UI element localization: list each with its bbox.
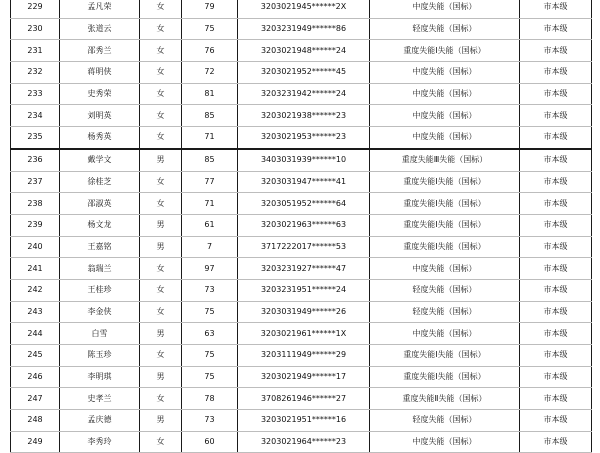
gender-cell: 男 xyxy=(140,149,182,171)
gender-cell: 女 xyxy=(140,127,182,149)
name-cell: 翁瑞兰 xyxy=(60,258,140,280)
disability-level-cell: 轻度失能（国标） xyxy=(370,301,520,323)
row-number-cell: 237 xyxy=(11,171,60,193)
gender-cell: 女 xyxy=(140,40,182,62)
name-cell: 李秀玲 xyxy=(60,431,140,453)
disability-level-cell: 重度失能Ⅲ失能（国标） xyxy=(370,149,520,171)
name-cell: 史秀荣 xyxy=(60,83,140,105)
gender-cell: 女 xyxy=(140,388,182,410)
admin-level-cell: 市本级 xyxy=(520,149,592,171)
row-number-cell: 231 xyxy=(11,40,60,62)
name-cell: 戴学文 xyxy=(60,149,140,171)
disability-level-cell: 重度失能Ⅰ失能（国标） xyxy=(370,193,520,215)
disability-level-cell: 中度失能（国标） xyxy=(370,62,520,84)
row-number-cell: 242 xyxy=(11,279,60,301)
age-cell: 75 xyxy=(182,301,238,323)
gender-cell: 女 xyxy=(140,62,182,84)
id-number-cell: 3203031949******26 xyxy=(238,301,370,323)
table-row xyxy=(11,279,592,301)
roster-table xyxy=(10,0,592,453)
gender-cell: 男 xyxy=(140,323,182,345)
table-row xyxy=(11,431,592,453)
id-number-cell: 3203231942******24 xyxy=(238,83,370,105)
admin-level-cell: 市本级 xyxy=(520,127,592,149)
name-cell: 邵淑英 xyxy=(60,193,140,215)
gender-cell: 女 xyxy=(140,258,182,280)
gender-cell: 男 xyxy=(140,214,182,236)
disability-level-cell: 中度失能（国标） xyxy=(370,0,520,18)
age-cell: 71 xyxy=(182,193,238,215)
row-number-cell: 243 xyxy=(11,301,60,323)
disability-level-cell: 中度失能（国标） xyxy=(370,431,520,453)
admin-level-cell: 市本级 xyxy=(520,410,592,432)
id-number-cell: 3203021963******63 xyxy=(238,214,370,236)
disability-level-cell: 重度失能Ⅰ失能（国标） xyxy=(370,40,520,62)
gender-cell: 女 xyxy=(140,0,182,18)
table-row xyxy=(11,366,592,388)
id-number-cell: 3203021953******23 xyxy=(238,127,370,149)
row-number-cell: 249 xyxy=(11,431,60,453)
age-cell: 85 xyxy=(182,105,238,127)
id-number-cell: 3203111949******29 xyxy=(238,345,370,367)
row-number-cell: 246 xyxy=(11,366,60,388)
admin-level-cell: 市本级 xyxy=(520,366,592,388)
admin-level-cell: 市本级 xyxy=(520,431,592,453)
table-row xyxy=(11,105,592,127)
admin-level-cell: 市本级 xyxy=(520,214,592,236)
id-number-cell: 3203021945******2X xyxy=(238,0,370,18)
age-cell: 75 xyxy=(182,18,238,40)
admin-level-cell: 市本级 xyxy=(520,236,592,258)
table-row xyxy=(11,0,592,18)
name-cell: 刘明英 xyxy=(60,105,140,127)
gender-cell: 男 xyxy=(140,236,182,258)
row-number-cell: 229 xyxy=(11,0,60,18)
name-cell: 陈玉珍 xyxy=(60,345,140,367)
disability-level-cell: 轻度失能（国标） xyxy=(370,410,520,432)
name-cell: 蒋明侠 xyxy=(60,62,140,84)
row-number-cell: 248 xyxy=(11,410,60,432)
table-row xyxy=(11,323,592,345)
age-cell: 72 xyxy=(182,62,238,84)
row-number-cell: 234 xyxy=(11,105,60,127)
age-cell: 78 xyxy=(182,388,238,410)
admin-level-cell: 市本级 xyxy=(520,258,592,280)
admin-level-cell: 市本级 xyxy=(520,323,592,345)
table-row xyxy=(11,388,592,410)
row-number-cell: 232 xyxy=(11,62,60,84)
table-row xyxy=(11,62,592,84)
gender-cell: 女 xyxy=(140,171,182,193)
name-cell: 王桂珍 xyxy=(60,279,140,301)
disability-level-cell: 重度失能Ⅰ失能（国标） xyxy=(370,345,520,367)
disability-level-cell: 重度失能Ⅰ失能（国标） xyxy=(370,366,520,388)
disability-level-cell: 重度失能Ⅰ失能（国标） xyxy=(370,171,520,193)
table-row xyxy=(11,127,592,149)
name-cell: 李明琪 xyxy=(60,366,140,388)
name-cell: 杨文龙 xyxy=(60,214,140,236)
admin-level-cell: 市本级 xyxy=(520,388,592,410)
table-row xyxy=(11,410,592,432)
name-cell: 徐桂芝 xyxy=(60,171,140,193)
age-cell: 76 xyxy=(182,40,238,62)
age-cell: 63 xyxy=(182,323,238,345)
roster-body xyxy=(11,0,592,453)
age-cell: 81 xyxy=(182,83,238,105)
id-number-cell: 3203021951******16 xyxy=(238,410,370,432)
table-row xyxy=(11,18,592,40)
row-number-cell: 233 xyxy=(11,83,60,105)
admin-level-cell: 市本级 xyxy=(520,18,592,40)
age-cell: 97 xyxy=(182,258,238,280)
row-number-cell: 244 xyxy=(11,323,60,345)
table-row xyxy=(11,236,592,258)
disability-level-cell: 轻度失能（国标） xyxy=(370,18,520,40)
id-number-cell: 3203021938******23 xyxy=(238,105,370,127)
id-number-cell: 3203231951******24 xyxy=(238,279,370,301)
age-cell: 75 xyxy=(182,366,238,388)
gender-cell: 男 xyxy=(140,410,182,432)
id-number-cell: 3203021961******1X xyxy=(238,323,370,345)
name-cell: 孟凡荣 xyxy=(60,0,140,18)
disability-level-cell: 中度失能（国标） xyxy=(370,105,520,127)
disability-level-cell: 重度失能Ⅰ失能（国标） xyxy=(370,214,520,236)
name-cell: 张道云 xyxy=(60,18,140,40)
disability-level-cell: 中度失能（国标） xyxy=(370,323,520,345)
id-number-cell: 3403031939******10 xyxy=(238,149,370,171)
table-row xyxy=(11,171,592,193)
id-number-cell: 3708261946******27 xyxy=(238,388,370,410)
table-row xyxy=(11,301,592,323)
admin-level-cell: 市本级 xyxy=(520,40,592,62)
admin-level-cell: 市本级 xyxy=(520,0,592,18)
gender-cell: 女 xyxy=(140,105,182,127)
table-row xyxy=(11,40,592,62)
age-cell: 79 xyxy=(182,0,238,18)
name-cell: 邵秀兰 xyxy=(60,40,140,62)
age-cell: 60 xyxy=(182,431,238,453)
id-number-cell: 3203231949******86 xyxy=(238,18,370,40)
row-number-cell: 240 xyxy=(11,236,60,258)
admin-level-cell: 市本级 xyxy=(520,83,592,105)
name-cell: 史孝兰 xyxy=(60,388,140,410)
admin-level-cell: 市本级 xyxy=(520,105,592,127)
id-number-cell: 3203031947******41 xyxy=(238,171,370,193)
id-number-cell: 3203021964******23 xyxy=(238,431,370,453)
admin-level-cell: 市本级 xyxy=(520,345,592,367)
gender-cell: 女 xyxy=(140,345,182,367)
id-number-cell: 3203051952******64 xyxy=(238,193,370,215)
table-row xyxy=(11,83,592,105)
row-number-cell: 247 xyxy=(11,388,60,410)
admin-level-cell: 市本级 xyxy=(520,62,592,84)
table-row xyxy=(11,258,592,280)
age-cell: 75 xyxy=(182,345,238,367)
admin-level-cell: 市本级 xyxy=(520,301,592,323)
row-number-cell: 245 xyxy=(11,345,60,367)
row-number-cell: 241 xyxy=(11,258,60,280)
table-row xyxy=(11,149,592,171)
age-cell: 85 xyxy=(182,149,238,171)
gender-cell: 男 xyxy=(140,366,182,388)
disability-level-cell: 重度失能Ⅱ失能（国标） xyxy=(370,388,520,410)
id-number-cell: 3203231927******47 xyxy=(238,258,370,280)
name-cell: 白雪 xyxy=(60,323,140,345)
row-number-cell: 238 xyxy=(11,193,60,215)
id-number-cell: 3203021948******24 xyxy=(238,40,370,62)
id-number-cell: 3717222017******53 xyxy=(238,236,370,258)
row-number-cell: 235 xyxy=(11,127,60,149)
gender-cell: 女 xyxy=(140,279,182,301)
name-cell: 王嘉铭 xyxy=(60,236,140,258)
row-number-cell: 230 xyxy=(11,18,60,40)
admin-level-cell: 市本级 xyxy=(520,193,592,215)
disability-level-cell: 中度失能（国标） xyxy=(370,83,520,105)
age-cell: 77 xyxy=(182,171,238,193)
age-cell: 73 xyxy=(182,410,238,432)
name-cell: 李金侠 xyxy=(60,301,140,323)
admin-level-cell: 市本级 xyxy=(520,171,592,193)
table-row xyxy=(11,214,592,236)
admin-level-cell: 市本级 xyxy=(520,279,592,301)
disability-level-cell: 轻度失能（国标） xyxy=(370,279,520,301)
gender-cell: 女 xyxy=(140,431,182,453)
age-cell: 71 xyxy=(182,127,238,149)
id-number-cell: 3203021952******45 xyxy=(238,62,370,84)
gender-cell: 女 xyxy=(140,301,182,323)
disability-level-cell: 中度失能（国标） xyxy=(370,258,520,280)
disability-level-cell: 中度失能（国标） xyxy=(370,127,520,149)
disability-level-cell: 重度失能Ⅰ失能（国标） xyxy=(370,236,520,258)
table-row xyxy=(11,345,592,367)
row-number-cell: 239 xyxy=(11,214,60,236)
age-cell: 73 xyxy=(182,279,238,301)
name-cell: 杨秀英 xyxy=(60,127,140,149)
name-cell: 孟庆德 xyxy=(60,410,140,432)
table-row xyxy=(11,193,592,215)
gender-cell: 女 xyxy=(140,18,182,40)
gender-cell: 女 xyxy=(140,193,182,215)
id-number-cell: 3203021949******17 xyxy=(238,366,370,388)
gender-cell: 女 xyxy=(140,83,182,105)
age-cell: 61 xyxy=(182,214,238,236)
row-number-cell: 236 xyxy=(11,149,60,171)
age-cell: 7 xyxy=(182,236,238,258)
